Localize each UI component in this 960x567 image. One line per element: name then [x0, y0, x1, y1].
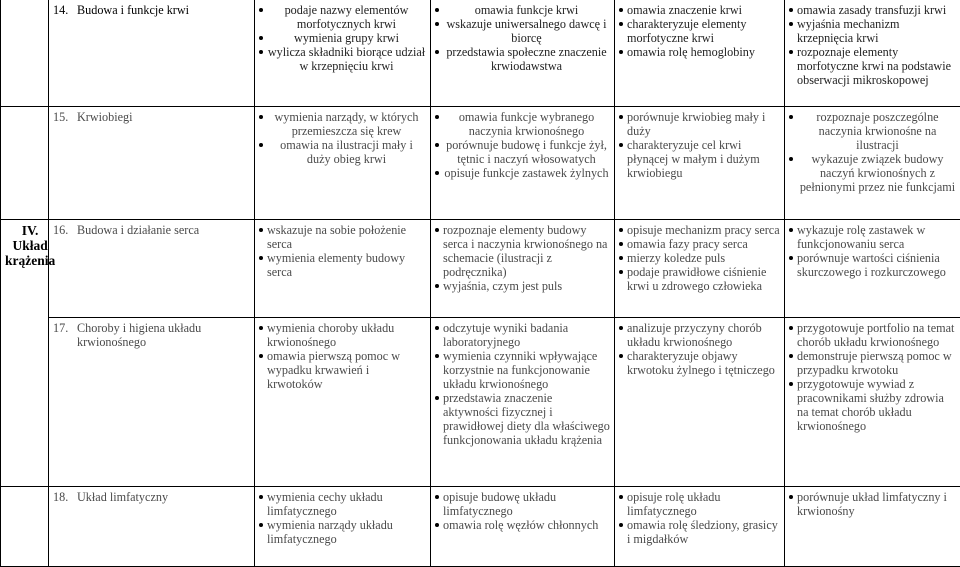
lesson-cell [49, 220, 255, 318]
requirement: przygotowuje portfolio na temat chorób układu krwionośnego [789, 321, 958, 349]
lesson-title: Budowa i funkcje krwi [77, 3, 250, 17]
requirements-cell [615, 107, 785, 220]
lesson-cell [49, 107, 255, 220]
lesson-title: Choroby i higiena układu krwionośnego [77, 321, 250, 349]
requirements-cell [431, 107, 615, 220]
requirement: wymienia narządy, w których przemieszcza się krew [259, 110, 426, 138]
lesson-number: 14. [53, 3, 77, 17]
requirement: omawia funkcje krwi [435, 3, 610, 17]
requirements-cell [615, 220, 785, 318]
lesson-cell [49, 0, 255, 107]
requirement: wyjaśnia, czym jest puls [435, 279, 610, 293]
requirement: wykazuje związek budowy naczyń krwionośnych z pełnionymi przez nie funkcjami [789, 152, 958, 194]
table-row [1, 487, 960, 567]
requirement: charakteryzuje cel krwi płynącej w małym i dużym krwiobiegu [619, 138, 780, 180]
requirements-cell [431, 0, 615, 107]
requirement: wskazuje na sobie położenie serca [259, 223, 426, 251]
requirement: omawia rolę hemoglobiny [619, 45, 780, 59]
requirement: wymienia narządy układu limfatycznego [259, 518, 426, 546]
requirement: porównuje układ limfatyczny i krwionośny [789, 490, 958, 518]
requirement: omawia pierwszą pomoc w wypadku krwawień i krwotoków [259, 349, 426, 391]
requirements-cell [255, 0, 431, 107]
requirement: porównuje budowę i funkcje żył, tętnic i naczyń włosowatych [435, 138, 610, 166]
requirement: opisuje rolę układu limfatycznego [619, 490, 780, 518]
requirement: przedstawia społeczne znaczenie krwiodawstwa [435, 45, 610, 73]
requirements-cell [431, 220, 615, 318]
requirement: omawia fazy pracy serca [619, 237, 780, 251]
requirement: przygotowuje wywiad z pracownikami służby zdrowia na temat chorób układu krwionośnego [789, 377, 958, 433]
requirements-cell [255, 487, 431, 567]
requirements-cell [255, 220, 431, 318]
requirement: podaje prawidłowe ciśnienie krwi u zdrowego człowieka [619, 265, 780, 293]
requirement: opisuje mechanizm pracy serca [619, 223, 780, 237]
requirement: omawia zasady transfuzji krwi [789, 3, 958, 17]
requirements-cell [255, 318, 431, 487]
requirement: wskazuje uniwersalnego dawcę i biorcę [435, 17, 610, 45]
table-row [1, 220, 960, 318]
lesson-number: 16. [53, 223, 77, 237]
section-label-cell [1, 220, 49, 487]
requirements-cell [785, 0, 960, 107]
table-row [1, 0, 960, 107]
table-row [1, 107, 960, 220]
requirement: rozpoznaje elementy budowy serca i naczynia krwionośnego na schemacie (ilustracji z podręcznika) [435, 223, 610, 279]
requirement: omawia funkcje wybranego naczynia krwionośnego [435, 110, 610, 138]
lesson-title: Układ limfatyczny [77, 490, 250, 504]
requirement: wymienia czynniki wpływające korzystnie na funkcjonowanie układu krwionośnego [435, 349, 610, 391]
requirement: wymienia choroby układu krwionośnego [259, 321, 426, 349]
requirement: rozpoznaje poszczególne naczynia krwionośne na ilustracji [789, 110, 958, 152]
requirement: omawia na ilustracji mały i duży obieg krwi [259, 138, 426, 166]
requirement: wymienia grupy krwi [259, 31, 426, 45]
requirement: wymienia elementy budowy serca [259, 251, 426, 279]
requirements-cell [785, 107, 960, 220]
requirement: analizuje przyczyny chorób układu krwionośnego [619, 321, 780, 349]
requirements-cell [785, 220, 960, 318]
lesson-number: 18. [53, 490, 77, 504]
lesson-cell [49, 318, 255, 487]
section-cell-empty [1, 0, 49, 107]
requirement: charakteryzuje elementy morfotyczne krwi [619, 17, 780, 45]
requirement: porównuje krwiobieg mały i duży [619, 110, 780, 138]
requirement: wylicza składniki biorące udział w krzepnięciu krwi [259, 45, 426, 73]
requirements-cell [615, 0, 785, 107]
requirement: przedstawia znaczenie aktywności fizycznej i prawidłowej diety dla właściwego funkcjonowania układu krążenia [435, 391, 610, 447]
lesson-number: 17. [53, 321, 77, 349]
requirement: omawia rolę węzłów chłonnych [435, 518, 610, 532]
requirement: rozpoznaje elementy morfotyczne krwi na podstawie obserwacji mikroskopowej [789, 45, 958, 87]
lesson-title: Krwiobiegi [77, 110, 250, 124]
requirement: wykazuje rolę zastawek w funkcjonowaniu serca [789, 223, 958, 251]
requirement: omawia rolę śledziony, grasicy i migdałków [619, 518, 780, 546]
requirements-cell [431, 487, 615, 567]
requirement: omawia znaczenie krwi [619, 3, 780, 17]
requirement: wymienia cechy układu limfatycznego [259, 490, 426, 518]
section-cell-empty [1, 487, 49, 567]
requirements-cell [785, 487, 960, 567]
requirements-cell [785, 318, 960, 487]
requirement: porównuje wartości ciśnienia skurczowego i rozkurczowego [789, 251, 958, 279]
requirements-cell [431, 318, 615, 487]
requirement: odczytuje wyniki badania laboratoryjnego [435, 321, 610, 349]
section-cell-empty [1, 107, 49, 220]
requirement: wyjaśnia mechanizm krzepnięcia krwi [789, 17, 958, 45]
table-row [1, 318, 960, 487]
lesson-cell [49, 487, 255, 567]
requirement: opisuje funkcje zastawek żylnych [435, 166, 610, 180]
requirement: opisuje budowę układu limfatycznego [435, 490, 610, 518]
requirement: demonstruje pierwszą pomoc w przypadku krwotoku [789, 349, 958, 377]
requirement: charakteryzuje objawy krwotoku żylnego i tętniczego [619, 349, 780, 377]
requirements-cell [615, 487, 785, 567]
requirement: mierzy koledze puls [619, 251, 780, 265]
requirement: podaje nazwy elementów morfotycznych krwi [259, 3, 426, 31]
requirements-cell [255, 107, 431, 220]
lesson-number: 15. [53, 110, 77, 124]
section-label: IV. Układ krążenia [5, 223, 55, 268]
lesson-title: Budowa i działanie serca [77, 223, 250, 237]
requirements-cell [615, 318, 785, 487]
